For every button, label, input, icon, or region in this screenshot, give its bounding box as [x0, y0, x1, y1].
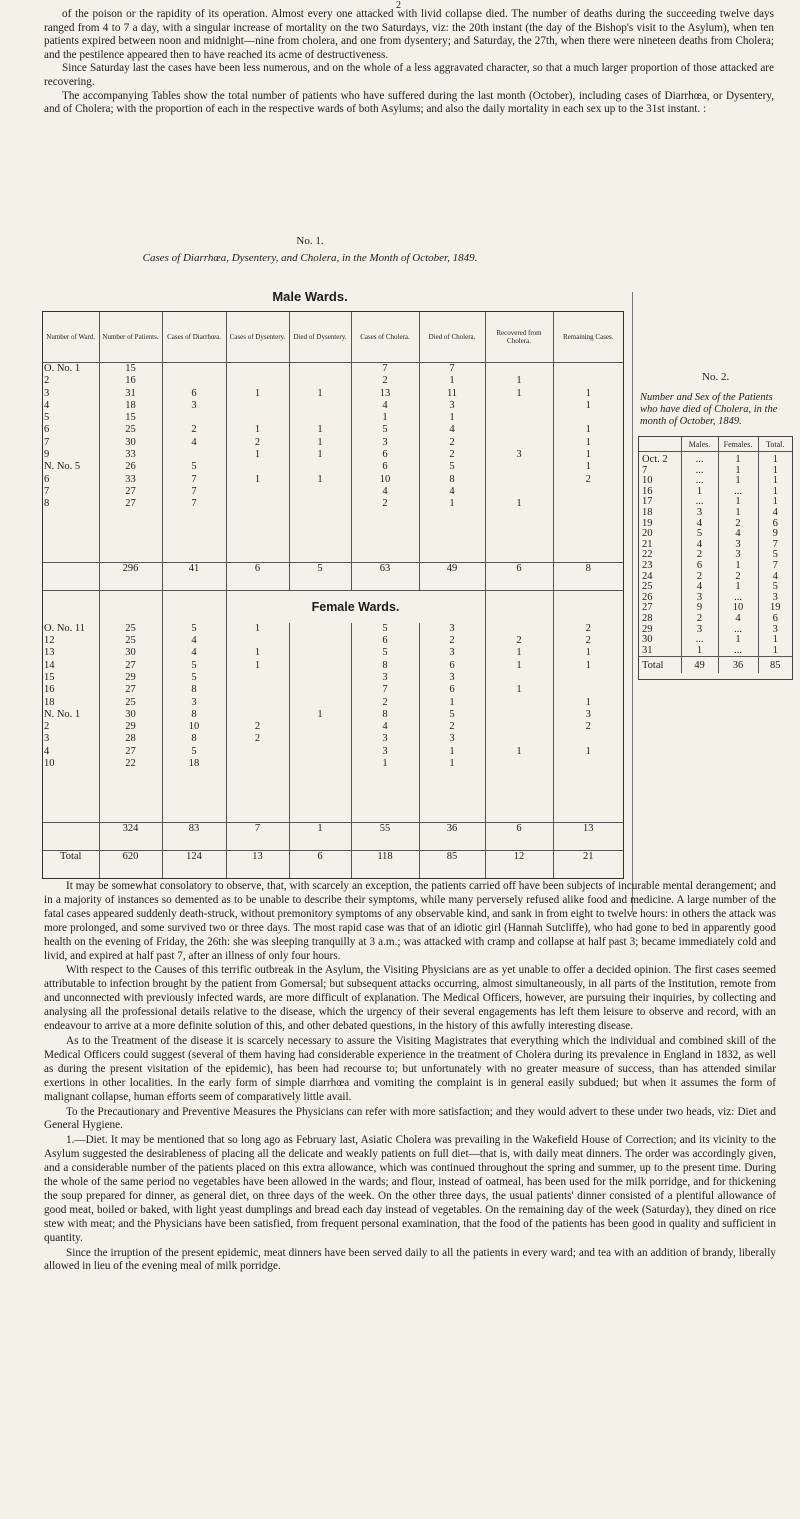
grand-total-patients: 620 [99, 850, 162, 878]
male-total-remaining: 8 [553, 563, 623, 591]
female-total-label [43, 823, 99, 851]
table2-row [639, 614, 792, 625]
header-remaining: Remaining Cases. [553, 312, 623, 363]
female-died-cholera: 3 2 3 6 3 6 1 5 2 3 1 1 [419, 623, 485, 823]
table2-header-cell [639, 437, 681, 452]
table2-cell: 1 [718, 466, 758, 477]
table2-cell: 18 [642, 506, 653, 518]
cholera-cases-table [42, 311, 624, 879]
table2-row [639, 519, 792, 530]
table2-cell: 1 [681, 487, 718, 498]
daily-deaths-table [638, 436, 793, 680]
grand-total-diarrhoea: 124 [162, 850, 226, 878]
table2-cell: 1 [758, 487, 792, 498]
paragraph: of the poison or the rapidity of its operation. Almost every one attacked with livid collapse died. The number of deaths during the succeeding twelve days ranged from 4 to 7 a day, with a singular increase of mortality on the two Saturdays, viz: the 20th instant (the day of the Bishop's visit to the Asylum), when ten patients expired between noon and midnight—nine from cholera, and one from dysentery; and Saturday, the 27th, when there were nineteen deaths from Cholera; and the pestilence appeared then to have reached its acme of destructiveness. [44, 8, 774, 61]
female-total-died-dysentery: 1 [289, 823, 351, 851]
paragraph: As to the Treatment of the disease it is scarcely necessary to assure the Visiting Magistrates that everything which the individual and combined skill of the Medical Officers could suggest (several of them having had considerable experience in the treatment of Cholera during its prevalence in England in 1832, as well as during the present visitation of the epidemic), has been had recourse to; but unfortunately with no greater measure of success, than has attended similar exertions in other localities. In the early form of simple diarrhœa and vomiting the complaint is in general easily subdued; but when it assumes the form of malignant collapse, human efforts seem of comparatively little avail. [44, 1034, 776, 1103]
table2-row [639, 476, 792, 487]
male-total-diarrhoea: 41 [162, 563, 226, 591]
body-text [44, 880, 776, 1275]
header-diarrhoea: Cases of Diarrhœa. [162, 312, 226, 363]
grand-total-remaining: 21 [553, 850, 623, 878]
table2-cell: 1 [718, 508, 758, 519]
header-died-dysentery: Died of Dysentery. [289, 312, 351, 363]
male-died-dysentery: 1 1 1 1 1 [289, 363, 351, 563]
table2-cell: ... [718, 487, 758, 498]
male-remaining: 1 1 1 1 1 1 2 [553, 363, 623, 563]
table2-total-cell: Total [639, 657, 681, 674]
table2-cell: 1 [758, 452, 792, 466]
paragraph: To the Precautionary and Preventive Measures the Physicians can refer with more satisfaction; and they would advert to these under two heads, viz: Diet and General Hygiene. [44, 1105, 776, 1132]
female-wards-heading: Female Wards. [226, 590, 485, 623]
grand-total-cholera: 118 [351, 850, 419, 878]
table2-cell: 4 [718, 614, 758, 625]
table2-cell: ... [718, 646, 758, 657]
table2-row [639, 635, 792, 646]
table2-cell: 17 [642, 496, 653, 508]
male-total-cholera: 63 [351, 563, 419, 591]
table2-cell: 31 [642, 644, 653, 656]
header-ward: Number of Ward. [46, 333, 96, 341]
table2-cell: ... [681, 466, 718, 477]
table2-cell: 3 [758, 625, 792, 636]
female-remaining: 2 2 1 1 1 3 2 1 [553, 623, 623, 823]
male-total-label [43, 563, 99, 591]
grand-total-died-cholera: 85 [419, 850, 485, 878]
female-cholera: 5 6 5 8 3 7 2 8 4 3 3 1 [351, 623, 419, 823]
table2-row [639, 625, 792, 636]
table2-header-cell: Total. [758, 437, 792, 452]
female-died-dysentery: 1 [289, 623, 351, 823]
table2-cell: 4 [758, 508, 792, 519]
table2-header-row [639, 437, 792, 452]
table2-cell: 10 [718, 603, 758, 614]
table2-cell: 1 [758, 635, 792, 646]
female-total-patients: 324 [99, 823, 162, 851]
table2-cell: 27 [642, 602, 653, 614]
table2-cell: 9 [758, 529, 792, 540]
table2-cell: 1 [681, 646, 718, 657]
table2-cell: 23 [642, 559, 653, 571]
table2-row [639, 603, 792, 614]
table1-caption: No. 1. [296, 235, 324, 247]
table2-cell: 2 [718, 572, 758, 583]
table2-row [639, 487, 792, 498]
intro-text [44, 8, 774, 117]
female-diarrhoea: 5 4 4 5 5 8 3 8 10 8 5 18 [162, 623, 226, 823]
table2-cell: 29 [642, 623, 653, 635]
table2-cell: ... [681, 476, 718, 487]
male-total-dysentery: 6 [226, 563, 289, 591]
table2-cell: 19 [758, 603, 792, 614]
table2-cell: 6 [758, 614, 792, 625]
table2-row [639, 452, 792, 466]
grand-total-label: Total [43, 850, 99, 878]
table2-cell: 5 [758, 550, 792, 561]
male-total-died-dysentery: 5 [289, 563, 351, 591]
table2-cell: ... [681, 452, 718, 466]
header-cholera: Cases of Cholera. [351, 312, 419, 363]
female-total-dysentery: 7 [226, 823, 289, 851]
male-dysentery: 1 1 2 1 1 [226, 363, 289, 563]
table2-row [639, 550, 792, 561]
header-died-cholera: Died of Cholera. [419, 312, 485, 363]
header-patients: Number of Patients. [99, 312, 162, 363]
table2-cell: 26 [642, 591, 653, 603]
table2-row [639, 646, 792, 657]
table2-cell: Oct. 2 [642, 454, 668, 465]
table2-cell: 21 [642, 538, 653, 550]
female-ward-numbers: O. No. 11 12 13 14 15 16 18 N. No. 1 2 3 4 10 [44, 622, 86, 769]
paragraph: It may be somewhat consolatory to observe, that, with scarcely an exception, the patients carried off have been subjects of incurable mental derangement; and in a majority of instances so demented as to be unable to describe their symptoms, while many perversely refused alike food and medicine. A large number of the fatal cases appeared suddenly death-struck, without premonitory symptoms of any observable kind, and sank in from eight to twelve hours: in others the attack was more prolonged, and some survived two or three days. The most rapid case was that of an idiotic girl (Hannah Sutcliffe), who had gone to bed in apparently good health on the evening of Friday, the 26th: she was sleeping tranquilly at 3 a.m.; was attacked with cramp and collapse at half past 3; became immediately cold and livid, and expired at half past 7, after an illness of only four hours. [44, 880, 776, 962]
table2-cell: 3 [758, 593, 792, 604]
male-patients: 15 16 31 18 15 25 30 33 26 33 27 27 [99, 363, 162, 563]
table2-cell: 9 [681, 603, 718, 614]
paragraph: 1.—Diet. It may be mentioned that so long ago as February last, Asiatic Cholera was prevailing in the Wakefield House of Correction; and its vicinity to the Asylum suggested the desirableness of placing all the delicate and weakly patients on full diet—that is, with daily meat dinners. The order was accordingly given, and a considerable number of the patients placed on this extra allowance, which was continued throughout the spring and summer, up to the present time. During the whole of the same period no vegetables have been allowed in the wards; and flour, instead of oatmeal, has been used for the milk porridge, and for thickening the soup prepared for dinner, as general diet, on three days of the week. On the other three days, the usual patients' dinner consisted of a plentiful allowance of good meat, boiled or baked, with light yeast dumplings and bread each day instead of vegetables. On the remaining day of the week (Saturday), they dined on rice stew with meat; and the Physicians have been satisfied, from frequent personal examination, that the food of the patients has been good in quality and sufficient in quantity. [44, 1134, 776, 1244]
table2-cell: 10 [642, 475, 653, 487]
male-wards-heading: Male Wards. [272, 289, 348, 304]
table2-cell: 7 [758, 540, 792, 551]
table2-cell: 16 [642, 485, 653, 497]
table2-cell: 1 [718, 561, 758, 572]
male-cholera: 7 2 13 4 1 5 3 6 6 10 4 2 [351, 363, 419, 563]
table2-row [639, 497, 792, 508]
table2-cell: 20 [642, 528, 653, 540]
table1-title: Cases of Diarrhœa, Dysentery, and Cholera, in the Month of October, 1849. [142, 252, 478, 264]
table2-cell: ... [681, 635, 718, 646]
table2-cell: 4 [758, 572, 792, 583]
paragraph: Since Saturday last the cases have been less numerous, and on the whole of a less aggravated character, so that a much larger proportion of those attacked are recovering. [44, 62, 774, 88]
male-total-patients: 296 [99, 563, 162, 591]
table2-cell: 4 [718, 529, 758, 540]
paragraph: With respect to the Causes of this terrific outbreak in the Asylum, the Visiting Physicians are as yet unable to offer a decided opinion. The first cases seemed attributable to infection brought by the patient from Gomersal; but subsequent attacks occurring, almost simultaneously, in all parts of the Institution, remote from and unconnected with previously infected wards, are more difficult of explanation. The Medical Officers, however, are pursuing their inquiries, by collecting and analysing all the professional details relative to the disease, which the urgency of their several engagements has left them leisure to observe and record, with an endeavour to arrive at a more definite solution of this, and other debated questions, in the history of this awfully interesting disease. [44, 964, 776, 1033]
table2-total-cell: 85 [758, 657, 792, 674]
table2-cell: 25 [642, 581, 653, 593]
table2-cell: 1 [758, 466, 792, 477]
table2-total-cell: 36 [718, 657, 758, 674]
female-recovered: 2 1 1 1 1 [485, 623, 553, 823]
table2-cell: 6 [681, 561, 718, 572]
grand-total-died-dysentery: 6 [289, 850, 351, 878]
table2-cell: 4 [681, 540, 718, 551]
table2-total-row [639, 657, 792, 674]
table2-cell: 2 [718, 519, 758, 530]
header-recovered: Recovered from Cholera. [485, 312, 553, 363]
table2-cell: 1 [758, 646, 792, 657]
table2-cell: ... [718, 593, 758, 604]
table2-cell: 1 [718, 497, 758, 508]
table2-cell: 3 [681, 625, 718, 636]
table2-cell: 5 [681, 529, 718, 540]
table2-cell: 5 [758, 582, 792, 593]
table2-cell: 6 [758, 519, 792, 530]
header-dysentery: Cases of Dysentery. [226, 312, 289, 363]
table2-cell: 1 [718, 452, 758, 466]
female-dysentery: 1 1 1 2 2 [226, 623, 289, 823]
female-total-recovered: 6 [485, 823, 553, 851]
table2-cell: 7 [758, 561, 792, 572]
table2-cell: 3 [681, 508, 718, 519]
table2-total-cell: 49 [681, 657, 718, 674]
paragraph: Since the irruption of the present epidemic, meat dinners have been served daily to all the patients in every ward; and tea with an addition of brandy, liberally allowed in lieu of the evening meal of milk porridge. [44, 1246, 776, 1273]
table2-row [639, 466, 792, 477]
table2-cell: 1 [718, 582, 758, 593]
table2-cell: ... [718, 625, 758, 636]
table2-row [639, 508, 792, 519]
male-diarrhoea: 6 3 2 4 5 7 7 7 [162, 363, 226, 563]
table2-cell: 4 [681, 519, 718, 530]
paragraph: The accompanying Tables show the total number of patients who have suffered during the last month (October), including cases of Diarrhœa, or Dysentery, and of Cholera; with the proportion of each in the respective wards of both Asylums; and also the daily mortality in each sex up to the 31st instant. : [44, 89, 774, 116]
table2-cell: 24 [642, 570, 653, 582]
table2-row [639, 572, 792, 583]
table2-header-cell: Males. [681, 437, 718, 452]
grand-total-dysentery: 13 [226, 850, 289, 878]
table2-cell: 19 [642, 517, 653, 529]
table2-cell: 1 [758, 476, 792, 487]
female-total-cholera: 55 [351, 823, 419, 851]
table2-header-cell: Females. [718, 437, 758, 452]
table2-cell: 2 [681, 614, 718, 625]
table2-cell: 1 [718, 476, 758, 487]
male-total-recovered: 6 [485, 563, 553, 591]
table2-row [639, 540, 792, 551]
male-ward-numbers: O. No. 1 2 3 4 5 6 7 9 N. No. 5 6 7 8 [43, 363, 99, 563]
male-recovered: 1 1 3 1 [485, 363, 553, 563]
table2-caption: No. 2. [702, 371, 730, 383]
table2-cell: ... [681, 497, 718, 508]
male-total-died-cholera: 49 [419, 563, 485, 591]
table2-row [639, 582, 792, 593]
column-divider [632, 292, 633, 912]
table2-cell: 1 [718, 635, 758, 646]
table2-cell: 3 [718, 540, 758, 551]
table2-row [639, 529, 792, 540]
table2-cell: 30 [642, 634, 653, 646]
table2-cell: 2 [681, 550, 718, 561]
table2-cell: 28 [642, 612, 653, 624]
female-total-died-cholera: 36 [419, 823, 485, 851]
table2-title: Number and Sex of the Patients who have died of Cholera, in the month of October, 1849. [640, 392, 778, 427]
female-patients: 25 25 30 27 29 27 25 30 29 28 27 22 [99, 623, 162, 823]
female-total-remaining: 13 [553, 823, 623, 851]
table2-cell: 1 [758, 497, 792, 508]
grand-total-recovered: 12 [485, 850, 553, 878]
table2-cell: 2 [681, 572, 718, 583]
table2-cell: 22 [642, 549, 653, 561]
table2-cell: 3 [681, 593, 718, 604]
page-number: 2 [396, 0, 401, 11]
table2-cell: 3 [718, 550, 758, 561]
table2-cell: 7 [642, 464, 648, 476]
table2-cell: 4 [681, 582, 718, 593]
male-died-cholera: 7 1 11 3 1 4 2 2 5 8 4 1 [419, 363, 485, 563]
table2-row [639, 561, 792, 572]
female-total-diarrhoea: 83 [162, 823, 226, 851]
